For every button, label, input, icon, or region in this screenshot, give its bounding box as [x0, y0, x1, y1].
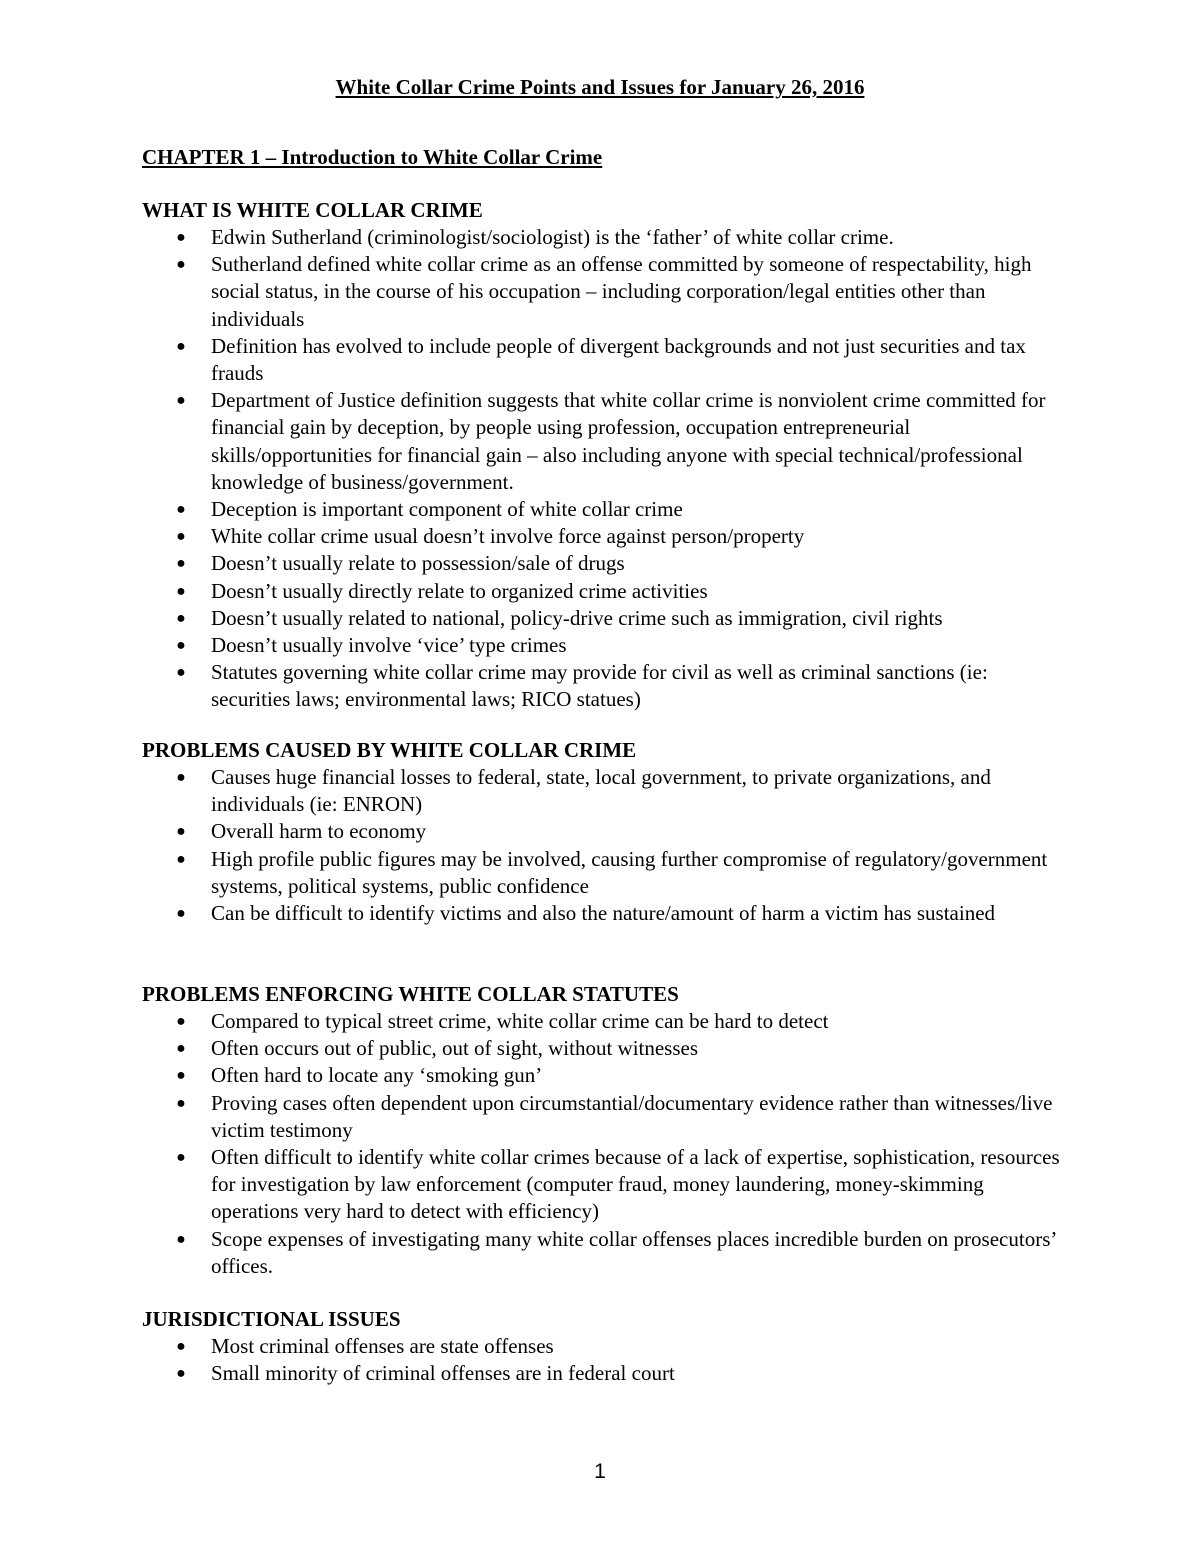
bullet-icon: ●	[176, 528, 186, 546]
list-item-text: Doesn’t usually related to national, policy-drive crime such as immigration, civil rights	[211, 605, 943, 630]
chapter-heading: CHAPTER 1 – Introduction to White Collar Crime	[142, 145, 603, 169]
bullet-list	[142, 1333, 1082, 1387]
bullet-icon: ●	[176, 1230, 186, 1248]
bullet-icon: ●	[176, 501, 186, 519]
list-item	[142, 659, 1071, 713]
list-item	[142, 496, 1071, 523]
list-item-text: Compared to typical street crime, white collar crime can be hard to detect	[211, 1009, 829, 1033]
list-item	[142, 1226, 1071, 1280]
bullet-icon: ●	[176, 1365, 186, 1383]
bullet-icon: ●	[176, 1067, 186, 1085]
section-problems-caused	[142, 737, 1082, 927]
list-item-text: Often hard to locate any ‘smoking gun’	[211, 1063, 543, 1088]
list-item-text: Doesn’t usually directly relate to organized crime activities	[211, 578, 708, 603]
list-item-text: Can be difficult to identify victims and also the nature/amount of harm a victim has sustained	[211, 901, 996, 926]
bullet-list	[142, 1008, 1082, 1280]
list-item	[142, 550, 1071, 577]
list-item-text: Most criminal offenses are state offenses	[211, 1334, 554, 1358]
list-item-text: High profile public figures may be involved, causing further compromise of regulatory/government systems, political systems, public confidence	[211, 846, 1048, 898]
list-item	[142, 333, 1071, 387]
list-item	[142, 1360, 1071, 1387]
bullet-list	[142, 764, 1082, 927]
list-item	[142, 578, 1071, 605]
bullet-icon: ●	[176, 1338, 186, 1355]
list-item-text: Deception is important component of white collar crime	[211, 497, 683, 522]
bullet-icon: ●	[176, 1040, 186, 1058]
bullet-icon: ●	[176, 256, 186, 274]
list-item	[142, 1035, 1071, 1062]
list-item	[142, 1333, 1071, 1360]
bullet-icon: ●	[176, 582, 186, 600]
section-heading: PROBLEMS ENFORCING WHITE COLLAR STATUTES	[142, 982, 679, 1006]
page-number: 1	[594, 1460, 606, 1483]
bullet-list	[142, 224, 1082, 714]
bullet-icon: ●	[176, 850, 186, 868]
bullet-icon: ●	[176, 392, 186, 410]
list-item	[142, 1144, 1071, 1226]
list-item	[142, 605, 1071, 632]
section-heading: PROBLEMS CAUSED BY WHITE COLLAR CRIME	[142, 738, 637, 762]
list-item	[142, 523, 1071, 550]
bullet-icon: ●	[176, 555, 186, 573]
list-item-text: Causes huge financial losses to federal, state, local government, to private organizations, and individuals (ie: ENRON)	[211, 765, 991, 817]
list-item	[142, 846, 1071, 900]
list-item-text: Doesn’t usually involve ‘vice’ type crimes	[211, 633, 567, 658]
list-item-text: Doesn’t usually relate to possession/sale of drugs	[211, 551, 625, 576]
list-item-text: White collar crime usual doesn’t involve force against person/property	[211, 524, 805, 549]
bullet-icon: ●	[176, 1094, 186, 1112]
list-item-text: Definition has evolved to include people of divergent backgrounds and not just securities and tax frauds	[211, 333, 1026, 386]
list-item-text: Statutes governing white collar crime may provide for civil as well as criminal sanctions (ie: securities laws; environmental laws; RICO statues)	[211, 660, 988, 712]
list-item	[142, 1008, 1071, 1035]
bullet-icon: ●	[176, 229, 186, 246]
list-item-text: Small minority of criminal offenses are in federal court	[211, 1361, 675, 1386]
bullet-icon: ●	[176, 337, 186, 355]
section-problems-enforcing	[142, 981, 1082, 1280]
list-item	[142, 387, 1071, 496]
bullet-icon: ●	[176, 823, 186, 841]
section-heading: JURISDICTIONAL ISSUES	[142, 1307, 401, 1331]
bullet-icon: ●	[176, 1013, 186, 1030]
list-item-text: Sutherland defined white collar crime as an offense committed by someone of respectability, high social status, in the course of his occupation – including corporation/legal entities other than individuals	[211, 252, 1032, 331]
list-item	[142, 1062, 1071, 1089]
list-item	[142, 224, 1071, 251]
list-item-text: Often difficult to identify white collar crimes because of a lack of expertise, sophistication, resources for investigation by law enforcement (computer fraud, money laundering, money-skimming operations very hard to detect with efficiency)	[211, 1145, 1060, 1224]
bullet-icon: ●	[176, 664, 186, 682]
list-item-text: Scope expenses of investigating many white collar offenses places incredible burden on prosecutors’ offices.	[211, 1226, 1056, 1278]
list-item-text: Overall harm to economy	[211, 819, 427, 844]
list-item	[142, 1090, 1071, 1144]
list-item-text: Proving cases often dependent upon circumstantial/documentary evidence rather than witnesses/live victim testimony	[211, 1090, 1053, 1142]
section-heading: WHAT IS WHITE COLLAR CRIME	[142, 198, 483, 222]
list-item	[142, 900, 1071, 927]
list-item-text: Edwin Sutherland (criminologist/sociologist) is the ‘father’ of white collar crime.	[211, 225, 894, 249]
bullet-icon: ●	[176, 637, 186, 655]
bullet-icon: ●	[176, 609, 186, 627]
bullet-icon: ●	[176, 769, 186, 786]
list-item	[142, 632, 1071, 659]
list-item	[142, 764, 1071, 818]
list-item	[142, 251, 1071, 333]
bullet-icon: ●	[176, 905, 186, 923]
list-item-text: Department of Justice definition suggests that white collar crime is nonviolent crime committed for financial gain by deception, by people using profession, occupation entrepreneurial skills/opportunities for financial gain – also including anyone with special technical/professional knowledge of business/government.	[211, 388, 1046, 494]
section-jurisdictional-issues	[142, 1306, 1082, 1387]
list-item	[142, 818, 1071, 845]
list-item-text: Often occurs out of public, out of sight, without witnesses	[211, 1036, 699, 1061]
section-what-is-white-collar-crime	[142, 197, 1082, 714]
document-title: White Collar Crime Points and Issues for January 26, 2016	[335, 75, 865, 99]
bullet-icon: ●	[176, 1149, 186, 1167]
